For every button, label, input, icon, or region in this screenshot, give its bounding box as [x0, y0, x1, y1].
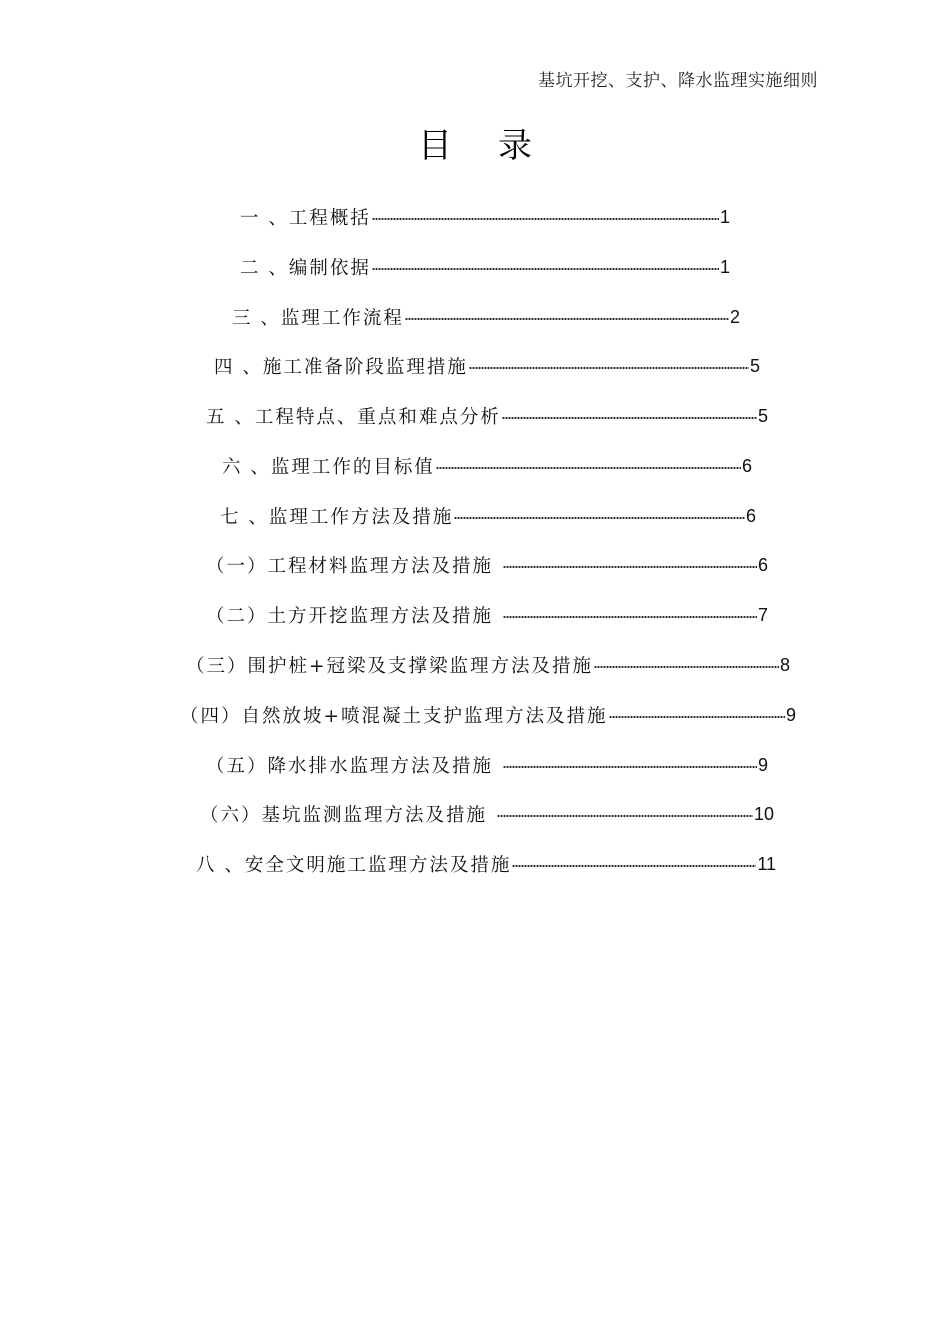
toc-entry-page: 2 [729, 306, 740, 327]
toc-entry-label: （五）降水排水监理方法及措施 [206, 756, 494, 777]
toc-entry-page: 6 [741, 455, 752, 476]
toc-entry[interactable] [232, 302, 740, 332]
toc-entry[interactable] [180, 700, 796, 730]
toc-entry-page: 1 [719, 256, 730, 277]
toc-entry[interactable] [206, 750, 768, 780]
toc-dot-leader [497, 814, 753, 818]
toc-entry-label: 六 、监理工作的目标值 [222, 457, 435, 478]
toc-entry-page: 9 [785, 704, 796, 725]
toc-dot-leader [609, 715, 785, 719]
toc-entry-page: 5 [757, 405, 768, 426]
toc-entry-label: （四）自然放坡+喷混凝土支护监理方法及措施 [180, 706, 608, 727]
toc-dot-leader [503, 615, 757, 619]
toc-entry[interactable] [206, 600, 768, 630]
toc-entry-page: 10 [753, 803, 774, 824]
toc-dot-leader [372, 217, 719, 221]
toc-entry[interactable] [240, 252, 730, 282]
toc-dot-leader [405, 317, 729, 321]
toc-entry-label: （二）土方开挖监理方法及措施 [206, 606, 494, 627]
toc-entry-label: 八 、安全文明施工监理方法及措施 [196, 855, 512, 876]
toc-entry-page: 9 [757, 754, 768, 775]
toc-entry-label: 三 、监理工作流程 [232, 308, 404, 329]
toc-entry-label: （三）围护桩+冠梁及支撑梁监理方法及措施 [186, 656, 594, 677]
toc-entry[interactable] [222, 451, 752, 481]
toc-dot-leader [372, 267, 719, 271]
toc-entry-page: 5 [749, 355, 760, 376]
toc-entry-page: 1 [719, 206, 730, 227]
toc-entry[interactable] [196, 849, 776, 879]
running-header: 基坑开挖、支护、降水监理实施细则 [538, 71, 818, 91]
toc-dot-leader [512, 864, 756, 868]
toc-entry-label: 二 、编制依据 [240, 258, 371, 279]
toc-entry-page: 6 [757, 554, 768, 575]
toc-entry-page: 7 [757, 604, 768, 625]
toc-dot-leader [469, 366, 749, 370]
toc-entry[interactable] [186, 650, 790, 680]
toc-entry-page: 6 [745, 505, 756, 526]
toc-entry-label: 五 、工程特点、重点和难点分析 [206, 407, 501, 428]
toc-entry[interactable] [206, 550, 768, 580]
toc-dot-leader [436, 466, 741, 470]
toc-dot-leader [454, 516, 745, 520]
toc-entry-label: 四 、施工准备阶段监理措施 [214, 357, 468, 378]
toc-entry[interactable] [240, 202, 730, 232]
toc-entry[interactable] [206, 401, 768, 431]
toc-entry-page: 11 [757, 853, 776, 874]
toc-entry[interactable] [200, 799, 774, 829]
toc-entry[interactable] [214, 351, 760, 381]
toc-entry-label: 一 、工程概括 [240, 208, 371, 229]
toc-dot-leader [594, 665, 779, 669]
toc-dot-leader [503, 765, 757, 769]
toc-entry[interactable] [220, 501, 756, 531]
toc-dot-leader [502, 416, 757, 420]
toc-entry-page: 8 [779, 654, 790, 675]
toc-dot-leader [503, 565, 757, 569]
toc-entry-label: 七 、监理工作方法及措施 [220, 507, 454, 528]
page-title: 目录 [418, 126, 578, 166]
toc-entry-label: （一）工程材料监理方法及措施 [206, 556, 494, 577]
toc-entry-label: （六）基坑监测监理方法及措施 [200, 805, 488, 826]
